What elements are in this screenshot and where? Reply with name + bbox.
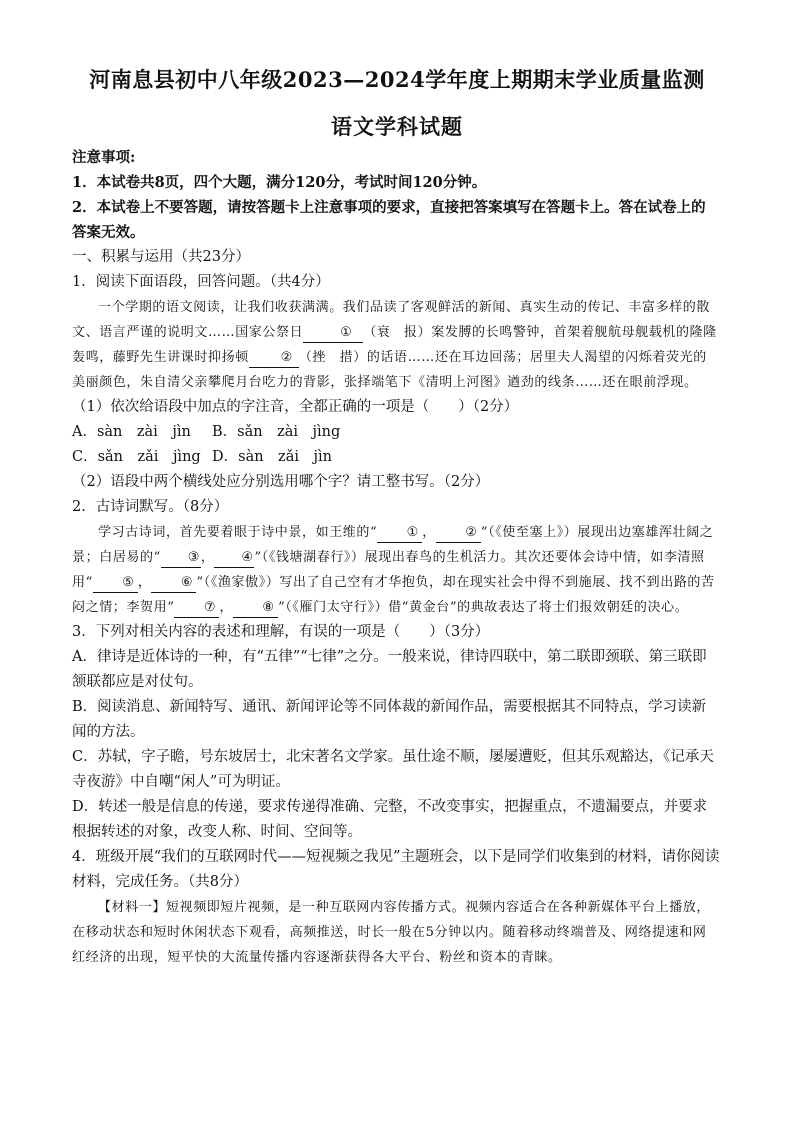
option-b: B．sǎn zài jìng — [212, 424, 341, 440]
answer-blank: ⑧ — [233, 599, 278, 618]
answer-blank: ② — [436, 524, 481, 543]
answer-blank: ① — [303, 324, 363, 343]
exam-subtitle: 语文学科试题 — [331, 114, 463, 139]
sub-question: （1）依次给语段中加点的字注音，全都正确的一项是（ ）（2分） — [72, 399, 519, 415]
question-stem: 1．阅读下面语段，回答问题。（共4分） — [72, 274, 330, 290]
option-a: A．律诗是近体诗的一种，有“五律”“七律”之分。一般来说，律诗四联中，第二联即颈联、第三联即颔联都应是对仗句。 — [72, 649, 707, 690]
answer-blank: ⑦ — [174, 599, 219, 618]
option-a: A．sàn zài jìn — [72, 424, 191, 440]
exam-title: 河南息县初中八年级2023—2024学年度上期期末学业质量监测 — [89, 67, 705, 92]
option-b: B．阅读消息、新闻特写、通讯、新闻评论等不同体裁的新闻作品，需要根据其不同特点，学习读新闻的方法。 — [72, 699, 707, 740]
option-d: D．sàn zǎi jìn — [212, 449, 332, 465]
question-stem: 3．下列对相关内容的表述和理解，有误的一项是（ ）（3分） — [72, 624, 490, 640]
answer-blank: ① — [377, 524, 422, 543]
answer-blank: ④ — [214, 549, 254, 568]
answer-blank: ⑤ — [93, 574, 138, 593]
answer-blank: ② — [249, 349, 299, 368]
option-row — [72, 420, 720, 445]
notice-item: 2．本试卷上不要答题，请按答题卡上注意事项的要求，直接把答案填写在答题卡上。答在试卷上的答案无效。 — [72, 199, 706, 241]
section-heading: 一、积累与运用（共23分） — [72, 249, 250, 265]
sub-question: （2）语段中两个横线处应分别选用哪个字？请工整书写。（2分） — [72, 474, 490, 490]
option-c: C．苏轼，字子瞻，号东坡居士，北宋著名文学家。虽仕途不顺，屡屡遭贬，但其乐观豁达，《记承天寺夜游》中自嘲“闲人”可为明证。 — [72, 749, 714, 790]
question-stem: 2．古诗词默写。（8分） — [72, 499, 229, 515]
poetry-passage: 学习古诗词，首先要着眼于诗中景，如王维的“ ① ， ② ”（《使至塞上》）展现出边塞雄浑壮阔之景；白居易的“ ③， ④”（《钱塘湖春行》）展现出春鸟的生机活力。其次还要体会诗中情，如李清照用“ ⑤ ， ⑥ ”（《渔家傲》）写出了自己空有才华抱负，却在现实社会中得不到施展、找不到出路的苦闷之情；李贺用“ ⑦ ， ⑧ ”（《雁门太守行》）借“黄金台”的典故表达了将士们报效朝廷的决心。 — [72, 520, 720, 620]
option-row — [72, 445, 720, 470]
notice-item: 1．本试卷共8页，四个大题，满分120分，考试时间120分钟。 — [72, 174, 487, 191]
option-c: C．sǎn zǎi jìng — [72, 449, 201, 465]
exam-body — [72, 145, 720, 970]
answer-blank: ③ — [161, 549, 201, 568]
reading-passage: 一个学期的语文阅读，让我们收获满满。我们品读了客观鲜活的新闻、真实生动的传记、丰富多样的散文、语言严谨的说明文……国家公祭日 ① （衰 报）案发膊的长鸣警钟，首架着舰航母舰载机的隆隆轰鸣，藤野先生讲课时抑扬顿 ② （挫 措）的话语……还在耳边回荡；居里夫人渴望的闪烁着荧光的美丽颜色，朱自清父亲攀爬月台吃力的背影，张择端笔下《清明上河图》遒劲的线条……还在眼前浮现。 — [72, 300, 717, 390]
notice-heading: 注意事项: — [72, 149, 136, 166]
material-one: 【材料一】短视频即短片视频，是一种互联网内容传播方式。视频内容适合在各种新媒体平台上播放，在移动状态和短时休闲状态下观看，高频推送，时长一般在5分钟以内。随着移动终端普及、网络提速和网红经济的出现，短平快的大流量传播内容逐渐获得各大平台、粉丝和资本的青睐。 — [72, 900, 711, 965]
question-stem: 4．班级开展“我们的互联网时代——短视频之我见”主题班会，以下是同学们收集到的材料，请你阅读材料，完成任务。（共8分） — [72, 849, 720, 890]
option-d: D．转述一般是信息的传递，要求传递得准确、完整，不改变事实，把握重点，不遗漏要点，并要求根据转述的对象，改变人称、时间、空间等。 — [72, 799, 708, 840]
answer-blank: ⑥ — [151, 574, 196, 593]
